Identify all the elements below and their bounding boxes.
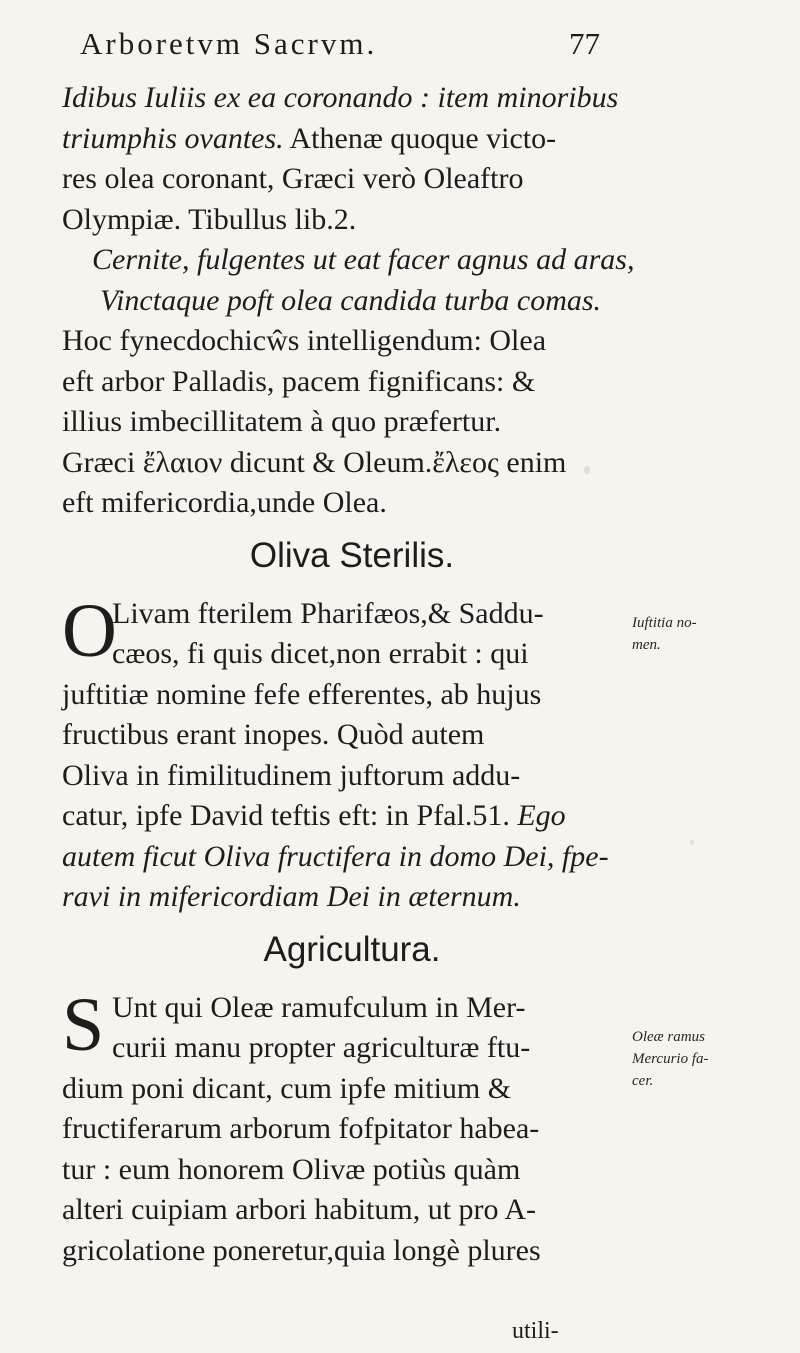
section-agricultura — [62, 982, 622, 1272]
margin-note-line: Iuftitia no- — [632, 615, 697, 631]
paper-stain — [584, 466, 590, 474]
running-head-title: Arboretvm Sacrvm. — [80, 26, 378, 61]
text-line: autem ficut Oliva fructifera in domo Dei, fpe- — [62, 839, 609, 873]
text-line: illius imbecillitatem à quo præfertur. — [62, 405, 502, 438]
margin-note-line: men. — [632, 637, 661, 653]
verse-line: Cernite, fulgentes ut eat facer agnus ad aras, — [92, 243, 635, 276]
catchword: utili- — [512, 1318, 559, 1344]
text-line: curii manu propter agriculturæ ftu- — [112, 1031, 531, 1064]
text-line: alteri cuipiam arbori habitum, ut pro A- — [62, 1193, 537, 1226]
text-line: eft arbor Palladis, pacem fignificans: & — [62, 364, 536, 398]
text-line: tur : eum honorem Olivæ potiùs quàm — [62, 1152, 521, 1186]
text-line: juftitiæ nomine fefe efferentes, ab hujus — [62, 677, 542, 711]
margin-note-iustitia — [632, 612, 792, 656]
text-line: Oliva in fimilitudinem juftorum addu- — [62, 758, 521, 792]
verse-line: Vinctaque poft olea candida turba comas. — [100, 283, 602, 317]
drop-cap: S — [62, 982, 105, 1067]
text-line: Hoc fynecdochicŵs intelligendum: Olea — [62, 324, 547, 357]
text-line: Idibus Iuliis ex ea coronando : item minoribus — [62, 81, 619, 114]
drop-cap: O — [62, 588, 117, 673]
text-line: triumphis ovantes. Athenæ quoque victo- — [62, 121, 557, 155]
text-line: res olea coronant, Græci verò Oleaftro — [62, 162, 524, 195]
section-heading-agricultura: Agricultura. — [263, 929, 441, 969]
text-line-part: Ego — [517, 799, 566, 832]
text-line: eft mifericordia,unde Olea. — [62, 486, 387, 519]
text-line: cæos, fi quis dicet,non errabit : qui — [112, 637, 529, 670]
text-line: Unt qui Oleæ ramufculum in Mer- — [112, 990, 526, 1024]
margin-note-line: Oleæ ramus — [632, 1029, 705, 1045]
page-number: 77 — [569, 26, 600, 61]
text-line — [62, 796, 622, 837]
section-oliva-sterilis — [62, 588, 622, 918]
text-line: Olympiæ. Tibullus lib.2. — [62, 202, 357, 236]
main-text-column — [62, 78, 635, 1271]
text-line: dium poni dicant, cum ipfe mitium & — [62, 1071, 512, 1105]
margin-note-line: cer. — [632, 1073, 654, 1089]
section-heading-oliva-sterilis: Oliva Sterilis. — [249, 535, 455, 575]
margin-note-line: Mercurio fa- — [632, 1051, 709, 1067]
running-head — [80, 26, 600, 62]
text-line: gricolatione poneretur,quia longè plures — [62, 1233, 541, 1267]
text-line: fructibus erant inopes. Quòd autem — [62, 718, 485, 751]
text-line: ravi in mifericordiam Dei in æternum. — [62, 880, 521, 913]
text-line-part: catur, ipfe David teftis eft: in Pfal.51. — [62, 799, 510, 832]
paper-stain — [690, 840, 694, 845]
text-line: Græci ἔλαιον dicunt & Oleum.ἔλεος enim — [62, 445, 567, 479]
text-line: Livam fterilem Pharifæos,& Saddu- — [112, 596, 544, 630]
section-olive-crown — [62, 78, 635, 524]
text-line: fructiferarum arborum fofpitator habea- — [62, 1112, 540, 1145]
margin-note-oleae-ramus — [632, 1026, 792, 1092]
